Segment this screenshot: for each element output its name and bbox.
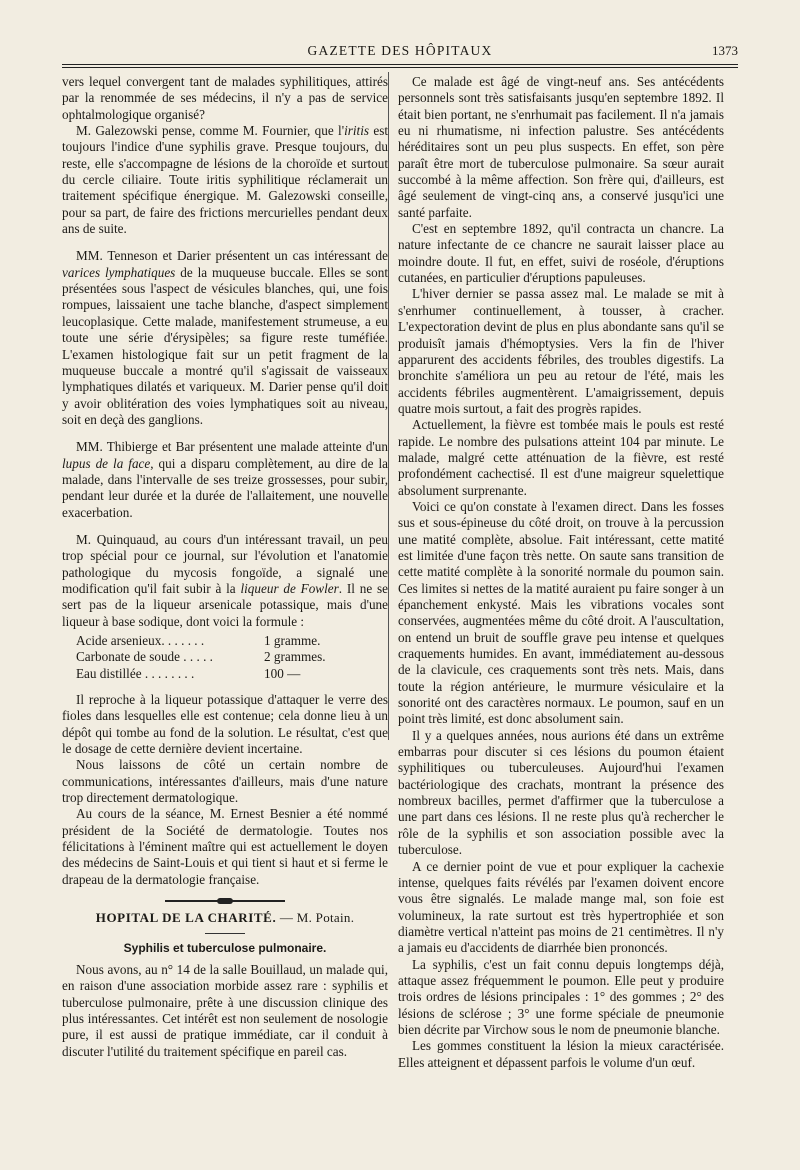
paragraph: La syphilis, c'est un fait connu depuis longtemps déjà, attaque assez fréquemment le poumon. Elle peut y produire trois ordres de lésions principales : 1° des gommes ; 2° des lésions de sclérose ; 3° une forme spéciale de pneumonie bien décrite par Virchow sous le nom de pneumonie blanche. <box>398 956 724 1037</box>
journal-title: GAZETTE DES HÔPITAUX <box>307 43 493 58</box>
formula-ingredient: Carbonate de soude . . . . . <box>76 649 213 665</box>
section-title: HOPITAL DE LA CHARITÉ. — M. Potain. <box>95 910 355 926</box>
paragraph: A ce dernier point de vue et pour expliquer la cachexie intense, quelques faits révélés par l'examen doivent encore vous être signalés. Le malade mange mal, son foie est volumineux, la rate surtout est très hypertrophiée et son diamètre vertical n'atteint pas moins de 21 centimètres. Il n'y a jamais eu d'accidents de diarrhée bien prononcés. <box>398 858 724 956</box>
paragraph: Nous laissons de côté un certain nombre de communications, intéressantes d'ailleurs, mais d'une nature trop directement dermatologique. <box>62 757 388 806</box>
formula-row <box>76 633 388 649</box>
formula-row <box>76 649 388 665</box>
paragraph: M. Galezowski pense, comme M. Fournier, que l'iritis est toujours l'indice d'une syphilis grave. Presque toujours, du reste, elle s'accompagne de lésions de la choroïde et surtout du cercle ciliaire. Toute iritis syphilitique réclamerait un traitement spécifique énergique. M. Galezowski conseille, pour sa part, de faire des frictions mercurielles pendant deux ans de suite. <box>62 123 389 237</box>
formula-quantity: 1 gramme. <box>264 633 321 648</box>
paragraph: Il reproche à la liqueur potassique d'attaquer le verre des fioles dans lesquelles elle est contenue; cela donne lieu à un dépôt qui tombe au fond de la solution. Le résultat, c'est que le dosage de cette dernière devient incertaine. <box>62 692 388 757</box>
running-header <box>62 40 738 62</box>
title-rule <box>205 933 245 934</box>
article-subtitle: Syphilis et tuberculose pulmonaire. <box>123 940 327 955</box>
paragraph: vers lequel convergent tant de malades syphilitiques, attirés par la renommée de ses médecins, il n'y a pas de service ophtalmologique organisé? <box>62 74 388 122</box>
formula-ingredient: Eau distillée . . . . . . . . <box>76 665 195 681</box>
paragraph: L'hiver dernier se passa assez mal. Le malade se mit à s'enrhumer continuellement, à tousser, à cracher. L'expectoration devint de plus en plus abondante sans qu'il se produisît jamais d'hémoptysies. Vers la fin de l'hiver apparurent des accidents fébriles, des troubles digestifs. La bronchite s'améliora un peu au retour de l'été, mais les accidents fébriles augmentèrent. L'amaigrissement, depuis quatre mois surtout, a fait des progrès rapides. <box>398 286 724 416</box>
paragraph: C'est en septembre 1892, qu'il contracta un chancre. La nature infectante de ce chancre ne saurait laisser place au moindre doute. Il fut, en effet, suivi de roséole, d'éruptions cutanées, en particulier d'éruptions papuleuses. <box>398 221 724 286</box>
section-separator <box>165 900 285 902</box>
formula-table <box>76 633 388 682</box>
paragraph: Voici ce qu'on constate à l'examen direct. Dans les fosses sus et sous-épineuse du côté droit, on trouve à la percussion une matité complète, absolue. Fait intéressant, cette matité est limitée d'une façon très nette. On saute sans transition de cette matité complète à la sonorité normale du poumon sain. Ces limites si nettes de la matité auraient pu faire songer à un épanchement enkysté. Mais les vibrations vocales sont conservées, augmentées même du côté droit. A l'auscultation, on entend un bruit de souffle grave peu intense et quelques craquements humides. En avant, immédiatement au-dessous de la clavicule, ces craquements sont très nets. Mais, dans toute la région antérieure, le murmure vésiculaire et la sonorité ont des caractères normaux. Le poumon, sauf en un point très limité, est donc absolument sain. <box>398 498 724 727</box>
paragraph: Les gommes constituent la lésion la mieux caractérisée. Elles atteignent et dépassent parfois le volume d'un œuf. <box>398 1038 724 1070</box>
header-rule-top <box>62 64 738 65</box>
page-number: 1373 <box>712 43 738 58</box>
left-column <box>62 74 388 1060</box>
formula-row <box>76 666 388 682</box>
paragraph: Nous avons, au n° 14 de la salle Bouillaud, un malade qui, en raison d'une association morbide assez rare : syphilis et tuberculose pulmonaire, prête à une discussion clinique des plus intéressantes. Cet intérêt est non seulement de nosologie pure, il est aussi de pratique immédiate, car il conduit à discuter l'utilité du traitement spécifique en pareil cas. <box>62 961 388 1059</box>
paragraph: Il y a quelques années, nous aurions été dans un extrême embarras pour discuter si ces lésions du poumon étaient syphilitiques ou tuberculeuses. Aujourd'hui l'examen bactériologique des crachats, montrant la présence des nombreux bacilles, permet d'affirmer que la tuberculose a une part dans ces lésions. Il ne reste plus qu'à rechercher le rôle de la syphilis et son association possible avec la tuberculose. <box>398 727 724 858</box>
column-divider <box>388 72 389 740</box>
paragraph: Actuellement, la fièvre est tombée mais le pouls est resté rapide. Le nombre des pulsations atteint 104 par minute. Le malade, malgré cette atténuation de la fièvre, est resté profondément cachectisé. Il est d'une maigreur squelettique absolument surprenante. <box>398 417 724 498</box>
paragraph: MM. Thibierge et Bar présentent une malade atteinte d'un lupus de la face, qui a disparu complètement, au dire de la malade, dans l'intervalle de ses treize grossesses, pour subir, pendant leur durée et la durée de l'allaitement, une nouvelle exacerbation. <box>62 439 388 520</box>
paragraph: Au cours de la séance, M. Ernest Besnier a été nommé président de la Société de dermatologie. Toutes nos félicitations à l'éminent maître qui est actuellement le doyen des médecins de Saint-Louis et qui tient si haut et si ferme le drapeau de la dermatologie française. <box>62 806 388 887</box>
header-rule-bottom <box>62 67 738 68</box>
paragraph: M. Quinquaud, au cours d'un intéressant travail, un peu trop spécial pour ce journal, sur l'évolution et l'anatomie pathologique du mycosis fongoïde, a signalé une modification qu'il fait subir à la liqueur de Fowler. Il ne se sert pas de la liqueur arsenicale potassique, mais d'une liqueur à base sodique, dont voici la formule : <box>62 531 388 629</box>
right-column <box>398 74 724 1071</box>
section-author: — M. Potain. <box>276 910 355 926</box>
paragraph: MM. Tenneson et Darier présentent un cas intéressant de varices lymphatiques de la muqueuse buccale. Elles se sont présentées sous l'aspect de vésicules blanches, qui, une fois rompues, laissaient une tache blanche, d'aspect simplement leucoplasique. Cette malade, manifestement strumeuse, a eu toute une série d'érysipèles; sa figure reste tuméfiée. L'examen histologique fait sur un petit fragment de la muqueuse buccale a montré qu'il s'agissait de vaisseaux lymphatiques dilatés et variqueux. M. Darier pense qu'il doit y avoir oblitération des voies lymphatiques soit au niveau, soit en deçà des ganglions. <box>62 248 388 427</box>
formula-ingredient: Acide arsenieux. . . . . . . <box>76 633 205 648</box>
formula-quantity: 2 grammes. <box>264 649 326 665</box>
formula-quantity: 100 — <box>264 665 301 681</box>
paragraph: Ce malade est âgé de vingt-neuf ans. Ses antécédents personnels sont très satisfaisants jusqu'en septembre 1892. Il était bien portant, ne s'enrhumait pas facilement. Il n'a jamais eu ni rhumatisme, ni infection palustre. Ses antécédents héréditaires sont un peu plus suspects. En effet, son père paraît être mort de tuberculose pulmonaire. Sa sœur aurait succombé à la même affection. Son frère qui, d'ailleurs, est âgé seulement de vingt-cinq ans, a conservé jusqu'ici une santé parfaite. <box>398 74 724 220</box>
